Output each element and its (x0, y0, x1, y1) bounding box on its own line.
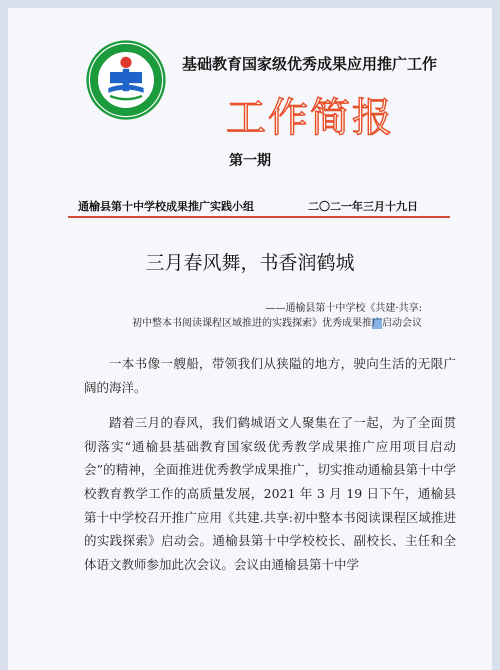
document-page (8, 8, 492, 670)
sender-line: 通榆县第十中学校成果推广实践小组 (78, 200, 254, 213)
org-line: 基础教育国家级优秀成果应用推广工作 (182, 55, 438, 73)
bulletin-title: 工作简报 (226, 95, 394, 141)
body-paragraph: 踏着三月的春风，我们鹤城语文人聚集在了一起，为了全面贯彻落实“通榆县基础教育国家级优秀教学成果推广应用项目启动会”的精神，全面推进优秀教学成果推广，切实推动通榆县第十中学校教育教学工作的高质量发展，2021 年 3 月 19 日下午，通榆县第十中学校召开推广应用《共建.共享:初中整本书阅读课程区域推进的实践探索》启动会。通榆县第十中学校校长、副校长、主任和全体语文教师参加此次会议。会议由通榆县第十中学 (84, 415, 456, 572)
article-subtitle-line-1: ——通榆县第十中学校《共建·共享: (265, 303, 422, 314)
body-paragraph: 一本书像一艘船，带领我们从狭隘的地方，驶向生活的无限广阔的海洋。 (84, 356, 456, 395)
subtitle-text-after: 启动会议 (382, 318, 422, 329)
article-headline: 三月春风舞，书香润鹤城 (145, 252, 355, 274)
date-line: 二〇二一年三月十九日 (308, 200, 418, 213)
article-body (84, 352, 456, 588)
issue-number: 第一期 (229, 153, 271, 169)
red-divider (68, 216, 450, 218)
school-emblem-icon (86, 40, 166, 120)
selected-text-highlight: 广 (372, 318, 382, 329)
article-subtitle-line-2 (132, 314, 422, 329)
subtitle-text-before: 初中整本书阅读课程区域推进的实践探索》优秀成果推 (132, 318, 372, 329)
